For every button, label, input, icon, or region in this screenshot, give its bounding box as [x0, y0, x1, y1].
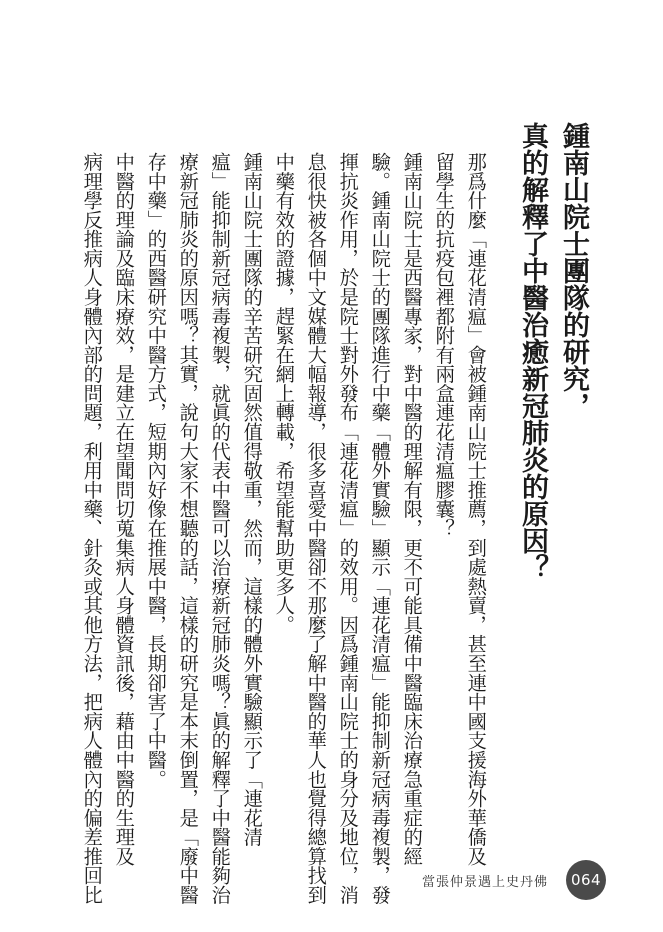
- body-column: 那爲什麼「連花清瘟」會被鍾南山院士推薦，到處熱賣，甚至連中國支援海外華僑及: [464, 152, 488, 866]
- body-column: 驗。鍾南山院士的團隊進行中藥「體外實驗」顯示「連花清瘟」能抑制新冠病毒複製，發: [368, 152, 392, 905]
- body-column: 中醫的理論及臨床療效，是建立在望聞問切蒐集病人身體資訊後，藉由中醫的生理及: [112, 152, 136, 866]
- body-column: 病理學反推病人身體內部的問題，利用中藥、針灸或其他方法，把病人體內的偏差推回比: [80, 152, 104, 905]
- body-column: 揮抗炎作用，於是院士對外發布「連花清瘟」的效用。因爲鍾南山院士的身分及地位，消: [336, 152, 360, 905]
- running-book-title: 當張仲景遇上史丹佛: [422, 874, 549, 890]
- body-column: 鍾南山院士是西醫專家，對中醫的理解有限，更不可能具備中醫臨床治療急重症的經: [400, 152, 424, 866]
- body-column: 存中藥」的西醫研究中醫方式，短期內好像在推展中醫，長期卻害了中醫。: [144, 152, 168, 789]
- chapter-title-line-1: 鍾南山院士團隊的研究，: [558, 122, 589, 419]
- page-number-badge: 064: [566, 860, 606, 900]
- body-column: 瘟」能抑制新冠病毒複製，就眞的代表中醫可以治療新冠肺炎嗎？眞的解釋了中醫能夠治: [208, 152, 232, 905]
- body-column: 息很快被各個中文媒體大幅報導，很多喜愛中醫卻不那麼了解中醫的華人也覺得總算找到: [304, 152, 328, 905]
- body-column: 療新冠肺炎的原因嗎？其實，說句大家不想聽的話，這樣的研究是本末倒置，是「廢中醫: [176, 152, 200, 905]
- body-column: 中藥有效的證據，趕緊在網上轉載，希望能幫助更多人。: [272, 152, 296, 635]
- body-column: 鍾南山院士團隊的辛苦研究固然值得敬重，然而，這樣的體外實驗顯示了「連花清: [240, 152, 264, 847]
- page-footer: [422, 860, 606, 900]
- body-column: 留學生的抗疫包裡都附有兩盒連花清瘟膠囊？: [432, 152, 456, 538]
- chapter-title-line-2: 真的解釋了中醫治癒新冠肺炎的原因？: [517, 122, 548, 581]
